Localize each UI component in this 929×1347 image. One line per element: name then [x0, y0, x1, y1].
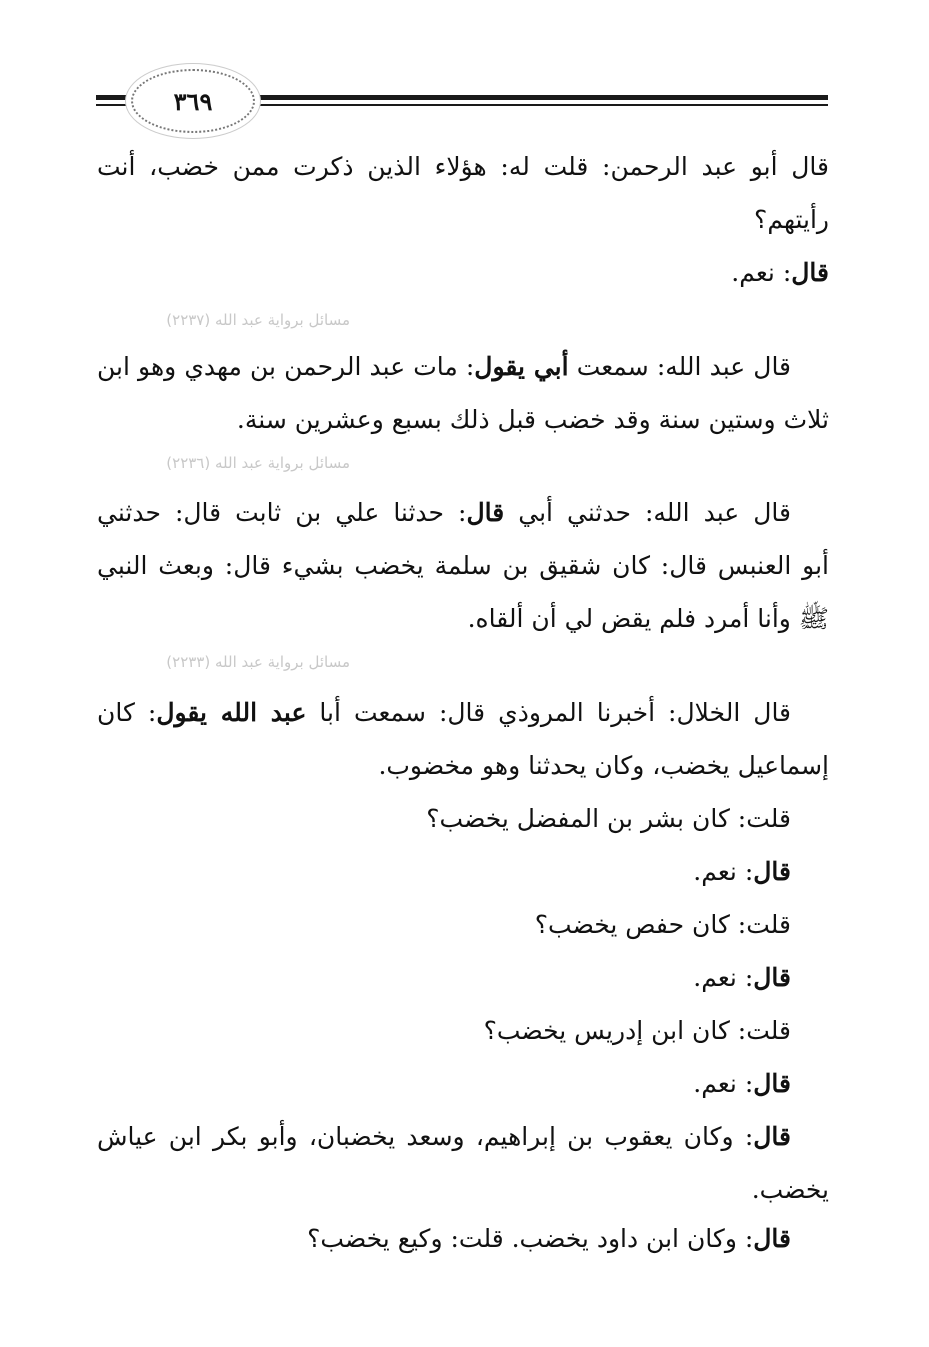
line-text: قال الخلال: أخبرنا المروذي قال: سمعت أبا — [306, 698, 792, 727]
line-text: : نعم. — [693, 857, 754, 886]
speaker-label: قال — [753, 1224, 791, 1253]
text-line — [97, 496, 791, 530]
reference-note: مسائل برواية عبد الله (٢٢٣٧) — [166, 311, 350, 329]
text-line: قلت: كان ابن إدريس يخضب؟ — [483, 1016, 791, 1045]
line-text: : وكان يعقوب بن إبراهيم، وسعد يخضبان، وأبو بكر ابن عياش — [97, 1122, 754, 1151]
line-text: : وكان ابن داود يخضب. قلت: وكيع يخضب؟ — [307, 1224, 754, 1253]
speaker-label: قال — [753, 1122, 791, 1151]
text-line: إسماعيل يخضب، وكان يحدثنا وهو مخضوب. — [378, 751, 829, 780]
speaker-label: قال — [753, 1069, 791, 1098]
speaker-label: قال — [753, 963, 791, 992]
line-text: : نعم. — [693, 963, 754, 992]
text-line: قال أبو عبد الرحمن: قلت له: هؤلاء الذين ذكرت ممن خضب، أنت — [97, 152, 829, 181]
text-line: قلت: كان بشر بن المفضل يخضب؟ — [426, 804, 791, 833]
emphasis: قال — [466, 498, 505, 527]
text-line: أبو العنبس قال: كان شقيق بن سلمة يخضب بشيء قال: وبعث النبي — [97, 551, 829, 580]
line-text: : كان — [97, 698, 157, 727]
speaker-label: قال — [791, 258, 829, 287]
reference-note: مسائل برواية عبد الله (٢٢٣٣) — [166, 653, 350, 671]
text-line: ثلاث وستين سنة وقد خضب قبل ذلك بسبع وعشرين سنة. — [236, 405, 829, 434]
line-text: قال عبد الله: حدثني أبي — [504, 498, 791, 527]
text-line — [97, 961, 791, 995]
line-text: : حدثنا علي بن ثابت قال: حدثني — [97, 498, 467, 527]
text-line — [97, 696, 791, 730]
speaker-label: قال — [753, 857, 791, 886]
page-number: ٣٦٩ — [173, 86, 213, 116]
text-line: قلت: كان حفص يخضب؟ — [534, 910, 791, 939]
page-header — [96, 66, 828, 136]
line-text: : نعم. — [693, 1069, 754, 1098]
emphasis: عبد الله يقول — [156, 698, 307, 727]
text-line — [97, 855, 791, 889]
text-line: ﷺ وأنا أمرد فلم يقض لي أن ألقاه. — [467, 604, 829, 633]
line-text: : نعم. — [731, 258, 792, 287]
text-line — [97, 256, 829, 290]
emphasis: أبي يقول — [474, 352, 569, 381]
reference-note: مسائل برواية عبد الله (٢٢٣٦) — [166, 454, 350, 472]
text-line: رأيتهم؟ — [754, 205, 829, 234]
text-line — [97, 1120, 791, 1154]
line-text: : مات عبد الرحمن بن مهدي وهو ابن — [97, 352, 475, 381]
line-text: قال عبد الله: سمعت — [568, 352, 792, 381]
text-line — [97, 1067, 791, 1101]
text-line — [97, 350, 791, 384]
page-number-medallion — [131, 69, 255, 133]
text-line — [97, 1222, 791, 1256]
text-line: يخضب. — [751, 1175, 829, 1204]
